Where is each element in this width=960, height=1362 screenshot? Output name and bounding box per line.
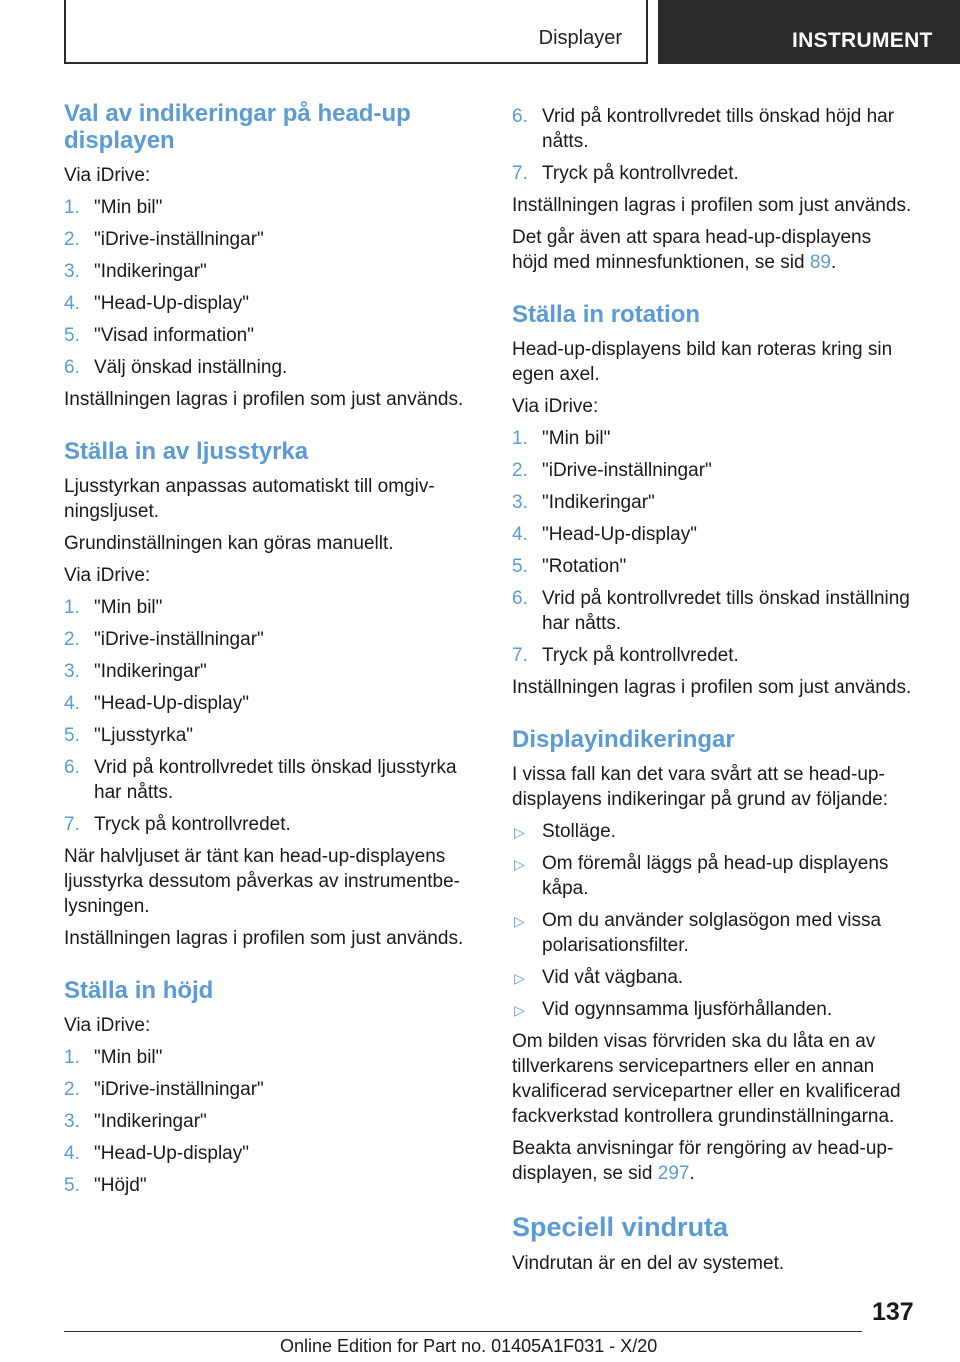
bullet-text: Om föremål läggs på head-up displayens kåpa. — [542, 853, 889, 899]
step-number: 2. — [512, 460, 528, 481]
step-number: 4. — [64, 293, 80, 314]
step-text: Tryck på kontrollvredet. — [94, 814, 291, 835]
list-item — [512, 851, 912, 901]
page-number: 137 — [872, 1298, 914, 1326]
step-text: "Head-Up-display" — [542, 524, 697, 545]
via-idrive-label: Via iDrive: — [512, 396, 599, 417]
step-text: Tryck på kontrollvredet. — [542, 163, 739, 184]
list-item — [64, 1173, 464, 1198]
footer-edition-text: Online Edition for Part no. 01405A1F031 - X/20 — [280, 1336, 658, 1356]
step-number: 5. — [64, 725, 80, 746]
heading-indicator-selection: Val av indikeringar på head-up displayen — [64, 100, 411, 154]
list-item — [512, 490, 912, 515]
step-number: 1. — [64, 1047, 80, 1068]
step-number: 3. — [64, 1111, 80, 1132]
step-text: "iDrive-inställningar" — [94, 229, 264, 250]
settings-saved-note: Inställningen lagras i profilen som just används. — [64, 389, 464, 410]
list-item — [512, 104, 912, 154]
header-section-box — [64, 0, 648, 64]
list-item — [512, 554, 912, 579]
step-text: "Min bil" — [94, 197, 163, 218]
step-text: "Rotation" — [542, 556, 627, 577]
step-number: 4. — [64, 1143, 80, 1164]
step-number: 5. — [512, 556, 528, 577]
triangle-bullet-icon: ▷ — [514, 1002, 525, 1018]
heading-height: Ställa in höjd — [64, 977, 214, 1004]
settings-saved-note: Inställningen lagras i profilen som just används. — [64, 928, 464, 949]
list-item — [64, 355, 464, 380]
step-number: 6. — [512, 588, 528, 609]
step-number: 4. — [64, 693, 80, 714]
page-link-297[interactable]: 297 — [657, 1163, 690, 1184]
step-number: 3. — [512, 492, 528, 513]
step-text: Välj önskad inställning. — [94, 357, 288, 378]
steps-list-brightness — [64, 595, 464, 837]
step-text: "Head-Up-display" — [94, 1143, 249, 1164]
step-number: 7. — [512, 163, 528, 184]
step-text: "iDrive-inställningar" — [542, 460, 712, 481]
list-item — [512, 161, 912, 186]
list-item — [64, 1077, 464, 1102]
header-chapter-tab: INSTRUMENT — [658, 0, 960, 64]
list-item — [64, 291, 464, 316]
steps-list-rotation — [512, 426, 912, 668]
step-text: "iDrive-inställningar" — [94, 1079, 264, 1100]
step-number: 6. — [64, 757, 80, 778]
step-number: 6. — [512, 106, 528, 127]
list-item — [64, 1141, 464, 1166]
list-item — [64, 755, 464, 805]
step-number: 2. — [64, 229, 80, 250]
cleaning-note — [512, 1136, 912, 1186]
brightness-manual-text: Grundinställningen kan göras manuellt. — [64, 533, 394, 554]
list-item — [512, 458, 912, 483]
settings-saved-note: Inställningen lagras i profilen som just används. — [512, 677, 912, 698]
step-number: 2. — [64, 1079, 80, 1100]
triangle-bullet-icon: ▷ — [514, 856, 525, 872]
step-number: 7. — [512, 645, 528, 666]
step-text: "iDrive-inställningar" — [94, 629, 264, 650]
step-text: "Head-Up-display" — [94, 293, 249, 314]
step-number: 5. — [64, 325, 80, 346]
list-item — [64, 227, 464, 252]
list-item — [64, 627, 464, 652]
step-text: Tryck på kontrollvredet. — [542, 645, 739, 666]
step-number: 1. — [64, 197, 80, 218]
triangle-bullet-icon: ▷ — [514, 970, 525, 986]
bullet-text: Vid ogynnsamma ljusförhållanden. — [542, 999, 833, 1020]
step-text: "Head-Up-display" — [94, 693, 249, 714]
step-number: 5. — [64, 1175, 80, 1196]
list-item — [512, 997, 912, 1022]
distortion-note: Om bilden visas förvriden ska du låta en av tillverkarens servicepartners eller en annan kvalificerad servicepartner eller en kvalificerad fackverkstad kontrollera grundinställningarna. — [512, 1031, 901, 1127]
visibility-intro-text: I vissa fall kan det vara svårt att se head-up-displayens indikeringar på grund av följande: — [512, 764, 889, 810]
step-text: "Ljusstyrka" — [94, 725, 194, 746]
step-number: 1. — [512, 428, 528, 449]
step-number: 3. — [64, 261, 80, 282]
heading-brightness: Ställa in av ljusstyrka — [64, 438, 309, 465]
heading-display-indications: Displayindikeringar — [512, 726, 735, 753]
right-column — [512, 100, 912, 1283]
step-number: 1. — [64, 597, 80, 618]
step-number: 2. — [64, 629, 80, 650]
heading-rotation: Ställa in rotation — [512, 301, 701, 328]
list-item — [512, 908, 912, 958]
via-idrive-label: Via iDrive: — [64, 1015, 151, 1036]
step-text: "Min bil" — [94, 1047, 163, 1068]
heading-special-windscreen: Speciell vindruta — [512, 1212, 729, 1242]
step-text: "Visad information" — [94, 325, 254, 346]
step-number: 6. — [64, 357, 80, 378]
footer-divider — [64, 1331, 862, 1332]
settings-saved-note: Inställningen lagras i profilen som just används. — [512, 195, 912, 216]
step-text: Vrid på kontrollvredet tills önskad höjd har nåtts. — [542, 106, 895, 152]
list-item — [64, 723, 464, 748]
triangle-bullet-icon: ▷ — [514, 913, 525, 929]
memory-note-text: Det går även att spara head-up-displayens höjd med minnesfunktionen, se sid — [512, 227, 872, 273]
step-text: "Min bil" — [94, 597, 163, 618]
list-item — [64, 691, 464, 716]
steps-list-indicator-selection — [64, 195, 464, 380]
left-column — [64, 100, 464, 1205]
triangle-bullet-icon: ▷ — [514, 824, 525, 840]
rotation-text: Head-up-displayens bild kan roteras kring sin egen axel. — [512, 339, 893, 385]
list-item — [512, 965, 912, 990]
step-number: 3. — [64, 661, 80, 682]
list-item — [512, 586, 912, 636]
header-section-title: Displayer — [538, 27, 622, 49]
cleaning-note-end: . — [689, 1163, 695, 1184]
step-text: "Min bil" — [542, 428, 611, 449]
step-text: "Indikeringar" — [94, 661, 207, 682]
list-item — [512, 522, 912, 547]
visibility-conditions-list — [512, 819, 912, 1022]
brightness-auto-text: Ljusstyrkan anpassas automatiskt till omgivningsljuset. — [64, 476, 435, 522]
windscreen-text: Vindrutan är en del av systemet. — [512, 1253, 785, 1274]
list-item — [64, 259, 464, 284]
memory-note-end: . — [830, 252, 837, 273]
step-text: Vrid på kontrollvredet tills önskad ljusstyrka har nåtts. — [94, 757, 457, 803]
list-item — [64, 595, 464, 620]
list-item — [64, 195, 464, 220]
step-text: "Indikeringar" — [94, 1111, 207, 1132]
step-text: "Höjd" — [94, 1175, 147, 1196]
step-number: 4. — [512, 524, 528, 545]
bullet-text: Vid våt vägbana. — [542, 967, 684, 988]
steps-list-height-continued — [512, 104, 912, 186]
list-item — [64, 812, 464, 837]
list-item — [64, 659, 464, 684]
list-item — [64, 323, 464, 348]
list-item — [64, 1045, 464, 1070]
via-idrive-label: Via iDrive: — [64, 565, 151, 586]
steps-list-height — [64, 1045, 464, 1198]
low-beam-note: När halvljuset är tänt kan head-up-displayens ljusstyrka dessutom påverkas av instrumentbelysningen. — [64, 846, 460, 917]
step-number: 7. — [64, 814, 80, 835]
list-item — [512, 643, 912, 668]
step-text: "Indikeringar" — [542, 492, 655, 513]
page-link-89[interactable]: 89 — [809, 252, 831, 273]
list-item — [64, 1109, 464, 1134]
memory-function-note — [512, 225, 912, 275]
via-idrive-label: Via iDrive: — [64, 165, 151, 186]
list-item — [512, 819, 912, 844]
step-text: "Indikeringar" — [94, 261, 207, 282]
bullet-text: Stolläge. — [542, 821, 616, 842]
cleaning-note-text: Beakta anvisningar för rengöring av head-up-displayen, se sid — [512, 1138, 894, 1184]
step-text: Vrid på kontrollvredet tills önskad inställning har nåtts. — [542, 588, 910, 634]
list-item — [512, 426, 912, 451]
bullet-text: Om du använder solglasögon med vissa polarisationsfilter. — [542, 910, 882, 956]
